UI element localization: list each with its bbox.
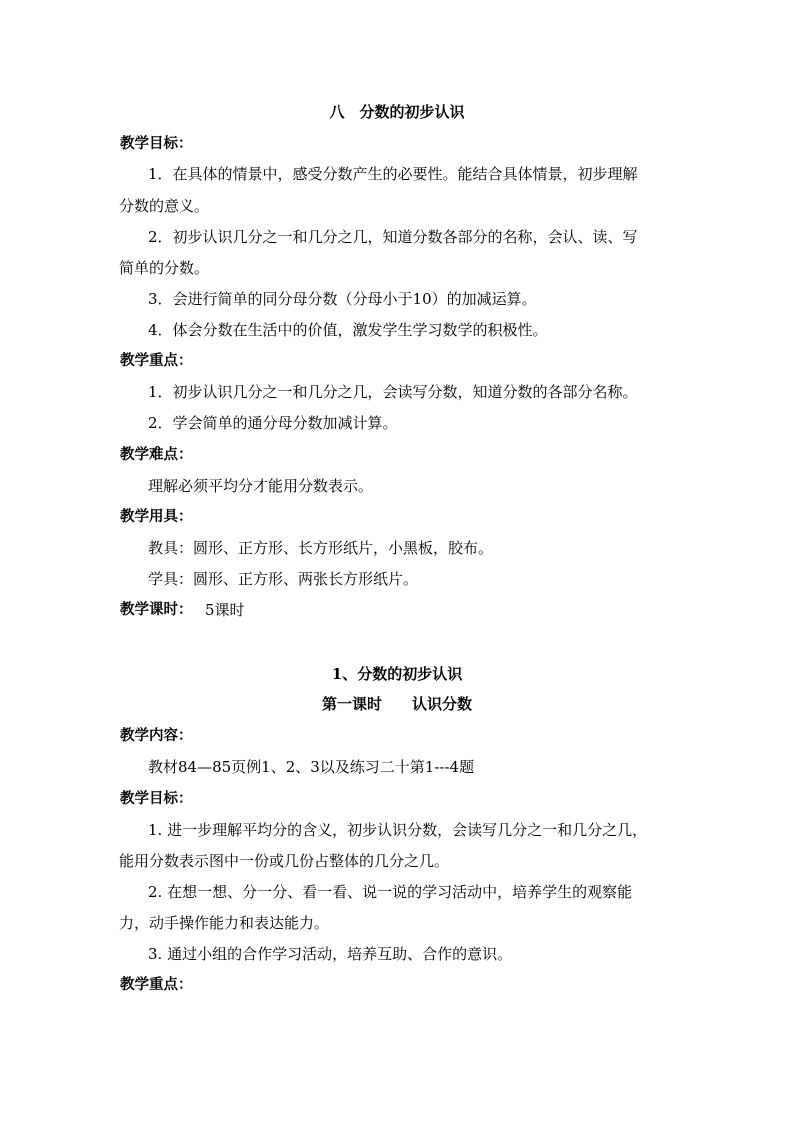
lesson-title: 第一课时 认识分数 [321,695,472,713]
lesson-goal-2-line2: 力，动手操作能力和表达能力。 [119,914,330,932]
overview-key-point-1: 1．初步认识几分之一和几分之几，会读写分数，知道分数的各部分名称。 [148,383,638,401]
overview-difficulty-heading: 教学难点： [120,446,193,463]
lesson-content-text: 教材84—85页例1、2、3以及练习二十第1---4题 [148,758,475,776]
overview-goals-heading: 教学目标： [120,135,193,152]
lesson-goal-2-line1: 2. 在想一想、分一分、看一看、说一说的学习活动中，培养学生的观察能 [148,883,633,901]
overview-key-point-2: 2．学会简单的通分母分数加减计算。 [148,414,398,432]
lesson-goal-1-line1: 1. 进一步理解平均分的含义，初步认识分数，会读写几分之一和几分之几， [148,821,648,839]
section-title: 1、分数的初步认识 [331,665,463,683]
overview-goal-2-line2: 简单的分数。 [119,259,210,277]
lesson-goal-3: 3. 通过小组的合作学习活动，培养互助、合作的意识。 [148,945,513,963]
overview-goal-1-line1: 1．在具体的情景中，感受分数产生的必要性。能结合具体情景，初步理解 [148,165,638,183]
overview-tools-heading: 教学用具： [120,508,193,525]
overview-goal-4: 4．体会分数在生活中的价值，激发学生学习数学的积极性。 [148,321,548,339]
chapter-title: 八 分数的初步认识 [329,103,465,121]
lesson-key-heading: 教学重点： [120,976,193,993]
overview-goal-2-line1: 2．初步认识几分之一和几分之几，知道分数各部分的名称，会认、读、写 [148,228,638,246]
overview-tools-teacher: 教具：圆形、正方形、长方形纸片，小黑板，胶布。 [148,539,494,557]
lesson-content-heading: 教学内容： [120,727,193,744]
overview-key-heading: 教学重点： [120,352,193,369]
overview-difficulty-text: 理解必须平均分才能用分数表示。 [148,477,374,495]
lesson-goal-1-line2: 能用分数表示图中一份或几份占整体的几分之几。 [119,852,450,870]
overview-goal-1-line2: 分数的意义。 [119,197,210,215]
lesson-goals-heading: 教学目标： [120,790,193,807]
overview-hours-heading: 教学课时： [120,601,193,618]
overview-goal-3: 3．会进行简单的同分母分数（分母小于10）的加减运算。 [148,290,537,308]
overview-tools-student: 学具：圆形、正方形、两张长方形纸片。 [148,570,419,588]
overview-hours-value: 5课时 [205,601,245,619]
